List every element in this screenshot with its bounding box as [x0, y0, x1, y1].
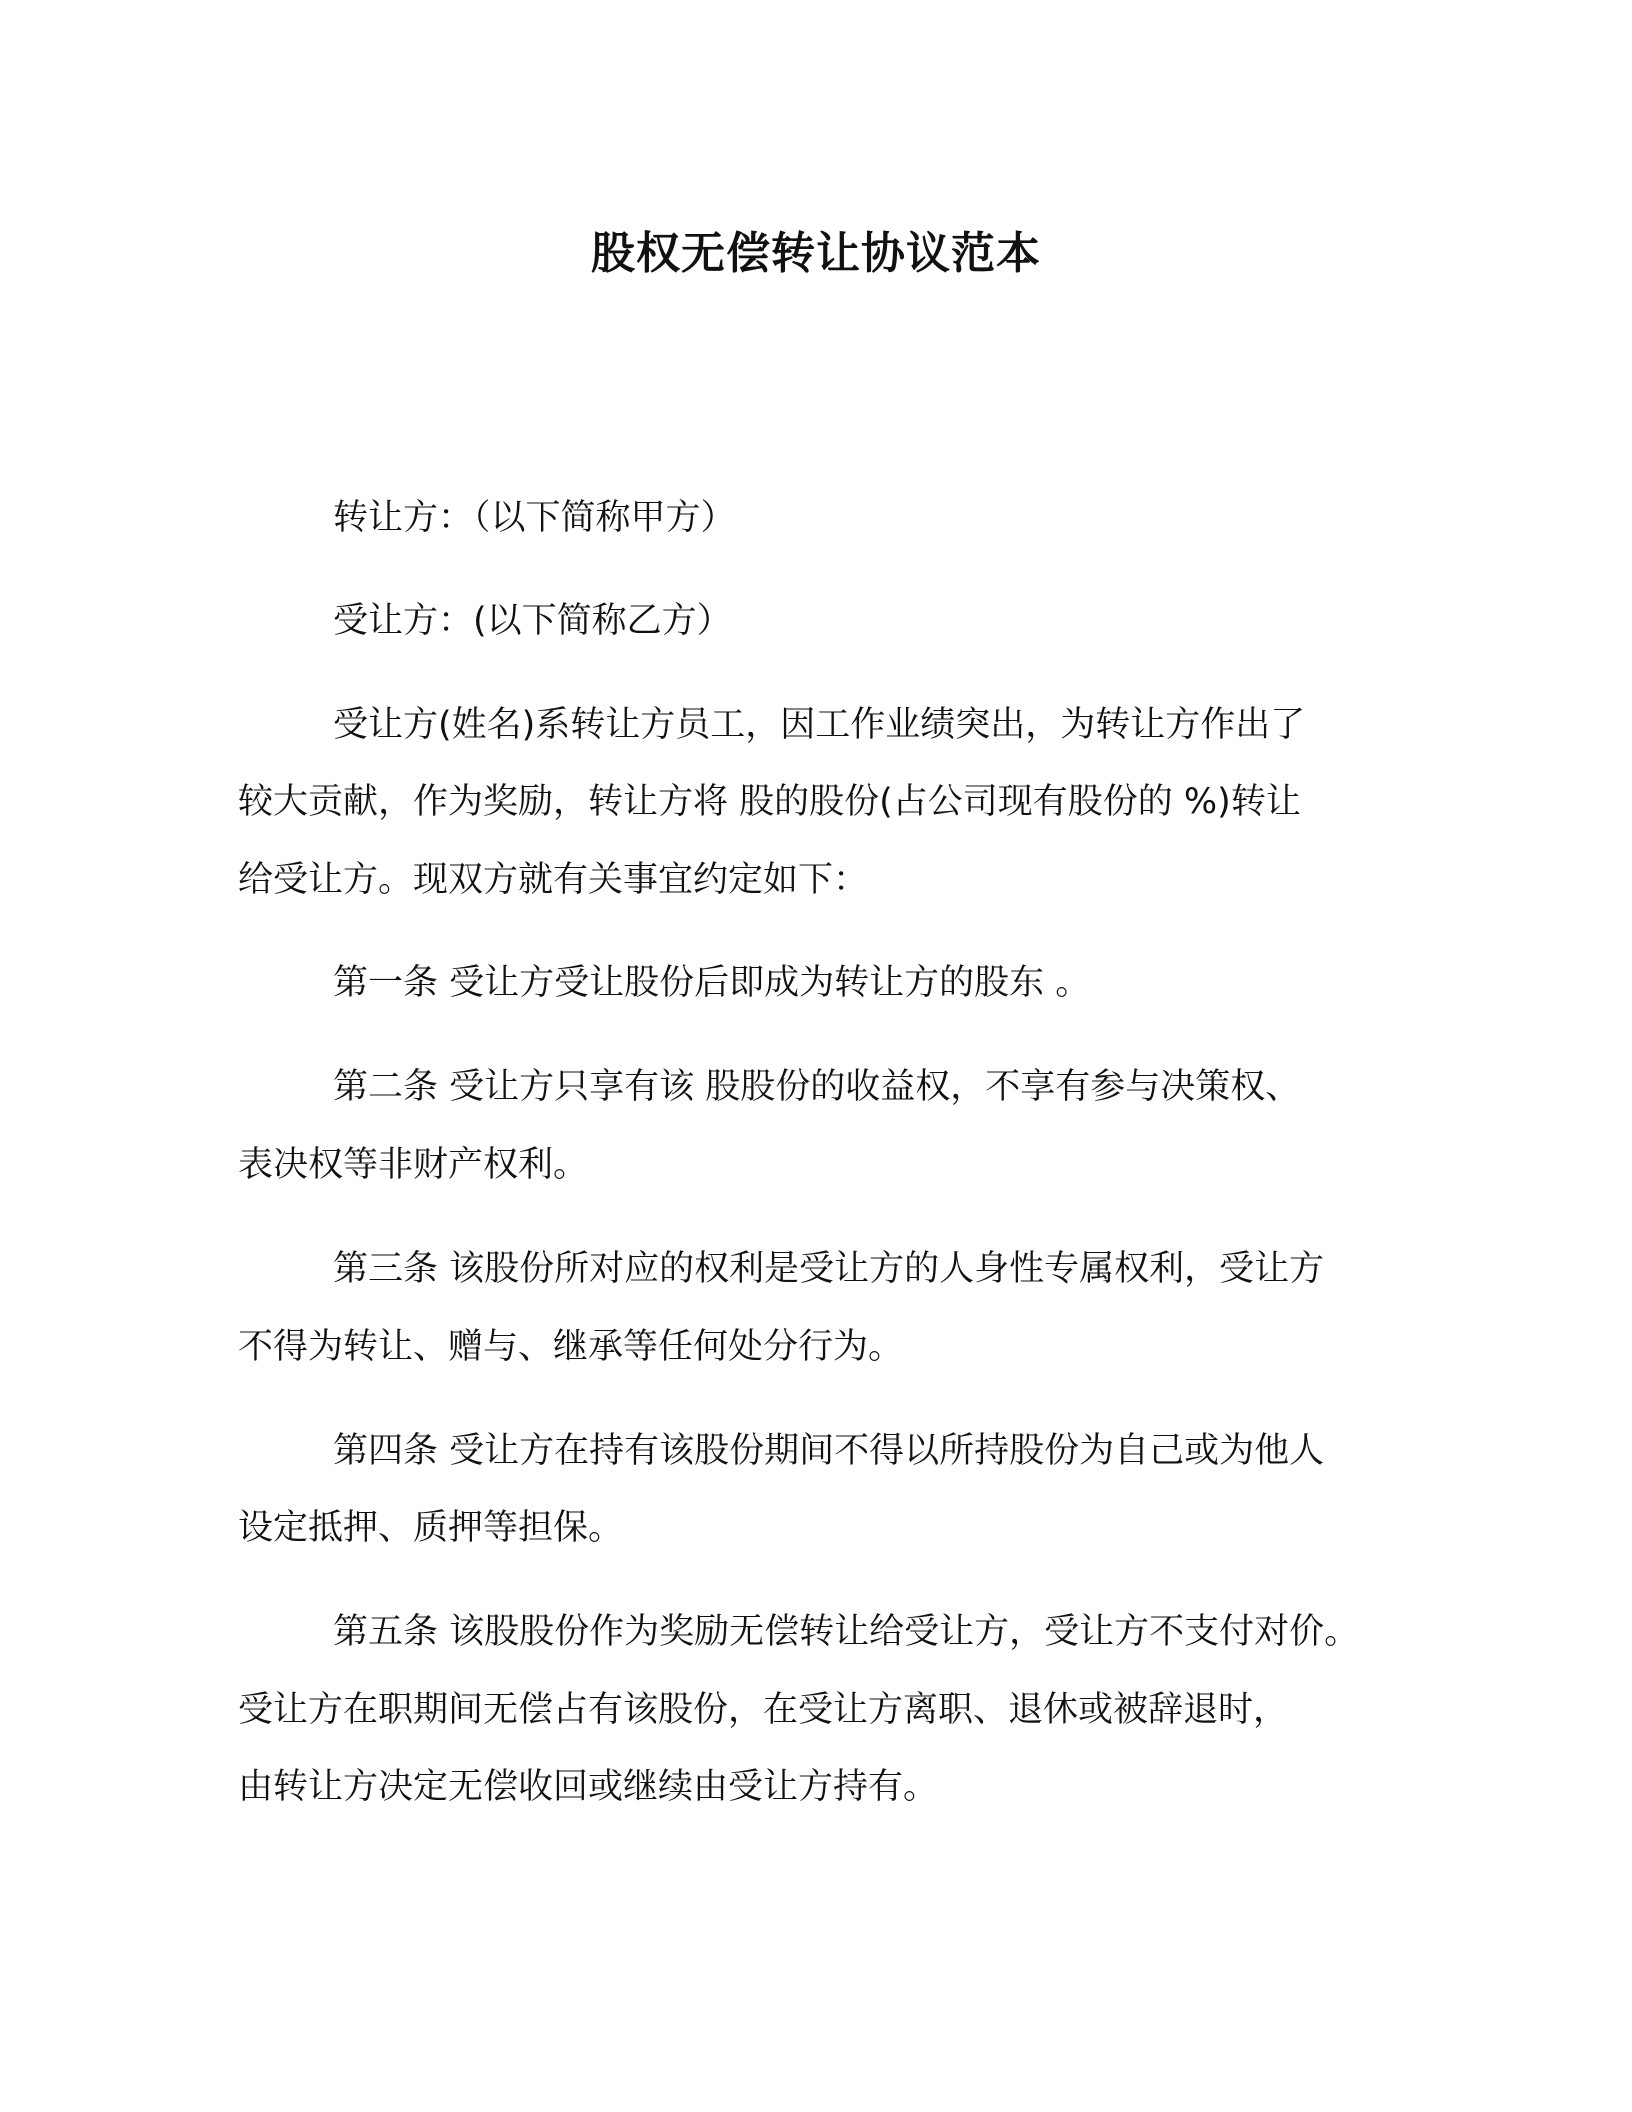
- transferor-line: 转让方：（以下简称甲方）: [333, 498, 736, 538]
- document-title: 股权无偿转让协议范本: [591, 228, 1041, 279]
- article-4-line-1: 第四条 受让方在持有该股份期间不得以所持股份为自己或为他人: [333, 1431, 1325, 1471]
- article-2-line-2: 表决权等非财产权利。: [238, 1145, 589, 1185]
- preamble-line-3: 给受让方。现双方就有关事宜约定如下：: [238, 860, 869, 900]
- preamble-line-1: 受让方(姓名)系转让方员工，因工作业绩突出，为转让方作出了: [333, 705, 1306, 745]
- transferee-line: 受让方：(以下简称乙方）: [333, 601, 732, 641]
- article-4-line-2: 设定抵押、质押等担保。: [238, 1508, 624, 1548]
- article-5-line-1: 第五条 该股股份作为奖励无偿转让给受让方，受让方不支付对价。: [333, 1612, 1360, 1652]
- article-5-line-3: 由转让方决定无偿收回或继续由受让方持有。: [238, 1767, 939, 1807]
- article-3-line-1: 第三条 该股份所对应的权利是受让方的人身性专属权利，受让方: [333, 1249, 1325, 1289]
- article-5-line-2: 受让方在职期间无偿占有该股份，在受让方离职、退休或被辞退时，: [238, 1690, 1289, 1730]
- preamble-line-2: 较大贡献，作为奖励，转让方将 股的股份(占公司现有股份的 %)转让: [238, 782, 1301, 822]
- article-1-line-1: 第一条 受让方受让股份后即成为转让方的股东 。: [333, 963, 1091, 1003]
- article-2-line-1: 第二条 受让方只享有该 股股份的收益权，不享有参与决策权、: [333, 1067, 1301, 1107]
- article-3-line-2: 不得为转让、赠与、继承等任何处分行为。: [238, 1327, 904, 1367]
